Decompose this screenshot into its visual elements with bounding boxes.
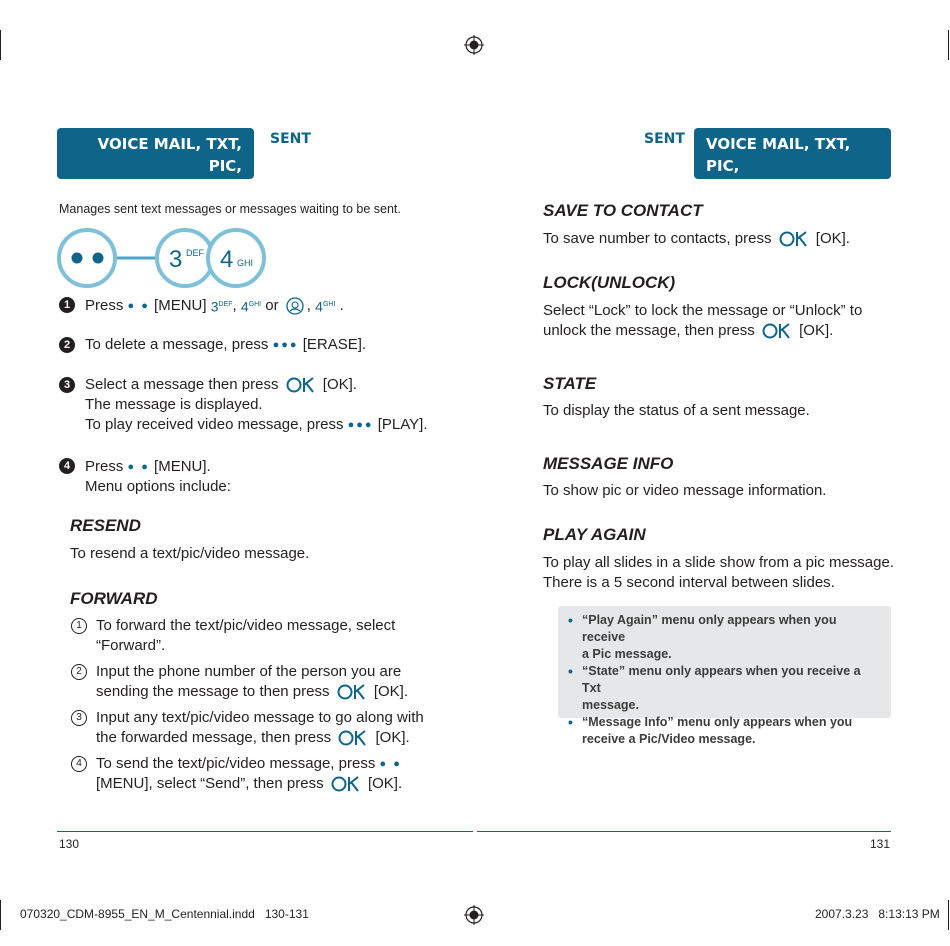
- ok-key-icon: [779, 231, 809, 247]
- step-3-text-b: [OK].: [322, 376, 357, 393]
- note-2-line-2: message.: [582, 698, 639, 712]
- play-again-heading: PLAY AGAIN: [543, 525, 646, 544]
- softkey-dots-icon: ● ●: [127, 461, 150, 474]
- ok-key-icon: [762, 323, 792, 339]
- key-4-icon: $4^{GHI}$: [240, 298, 262, 315]
- note-3-line-2: receive a Pic/Video message.: [582, 732, 756, 746]
- message-info-heading: MESSAGE INFO: [543, 454, 674, 473]
- step-3: [85, 375, 428, 435]
- forward-item-2-line-1: Input the phone number of the person you are: [96, 663, 402, 680]
- step-4-text-b: [MENU].: [154, 458, 211, 475]
- state-text: To display the status of a sent message.: [543, 402, 810, 419]
- section-tag-right: SENT: [644, 131, 685, 147]
- note-1-line-2: a Pic message.: [582, 647, 672, 661]
- key-4-digit: 4: [220, 246, 234, 273]
- save-to-contact-text-b: [OK].: [815, 230, 850, 247]
- forward-item-4-line-2a: [MENU], select “Send”, then press: [96, 775, 324, 793]
- step-1-comma-2: ,: [306, 296, 311, 314]
- note-1-line-1: • “Play Again” menu only appears when you receive: [582, 613, 837, 644]
- section-tag-left: SENT: [270, 131, 311, 147]
- footer-rule-left: [57, 831, 473, 832]
- step-number-3: 3: [59, 377, 75, 393]
- step-2-text-b: [ERASE].: [302, 336, 367, 353]
- crop-mark-left-bottom: [0, 900, 1, 930]
- key-sequence-graphic: [56, 226, 268, 290]
- forward-heading: FORWARD: [70, 589, 158, 608]
- note-box: [558, 606, 891, 746]
- step-3-line-2: The message is displayed.: [85, 396, 263, 413]
- step-1: [85, 295, 344, 317]
- forward-item-4-line-1: To send the text/pic/video message, press: [96, 755, 376, 772]
- step-number-1: 1: [59, 297, 75, 313]
- resend-text: To resend a text/pic/video message.: [70, 545, 310, 562]
- key-3-icon: [157, 230, 213, 286]
- forward-item-number-2: 2: [71, 664, 87, 680]
- lock-unlock-line-2a: unlock the message, then press: [543, 322, 755, 339]
- softkey-dots-icon: ● ●: [127, 299, 150, 312]
- footer-rule-right: [477, 831, 891, 832]
- forward-item-4-line-2b: [OK].: [367, 775, 403, 793]
- note-item: [582, 612, 881, 663]
- state-heading: STATE: [543, 374, 597, 393]
- slug-date: 2007.3.23 8:13:13 PM: [815, 907, 940, 921]
- forward-item-2-line-2a: sending the message to then press: [96, 683, 330, 700]
- registration-mark-icon: [464, 905, 484, 925]
- play-again-line-1: To play all slides in a slide show from a pic message.: [543, 554, 894, 571]
- banner-line2: VIDEO MESSAGING: [706, 179, 865, 197]
- softkey-dots-icon: ●●●: [272, 339, 299, 352]
- play-again-text: [543, 553, 894, 593]
- section-banner-left: [57, 128, 254, 197]
- play-again-line-2: There is a 5 second interval between slides.: [543, 574, 835, 591]
- forward-item-1: [96, 616, 395, 656]
- step-1-comma-1: ,: [232, 296, 237, 314]
- step-4-line-2: Menu options include:: [85, 478, 231, 496]
- key-3-letters: DEF: [186, 248, 204, 258]
- ok-key-icon: [337, 684, 367, 700]
- key-3-icon: $3^{DEF}$: [210, 298, 233, 315]
- step-number-2: 2: [59, 337, 75, 353]
- intro-text: Manages sent text messages or messages waiting to be sent.: [59, 202, 401, 216]
- page-number-left: 130: [59, 837, 80, 851]
- step-1-or: or: [265, 296, 279, 314]
- step-2-text-a: To delete a message, press: [85, 336, 269, 353]
- softkey-dots-icon: ● ●: [379, 758, 402, 771]
- note-2-line-1: • “State” menu only appears when you receive a Txt: [582, 664, 861, 695]
- note-item: [582, 663, 881, 714]
- crop-mark-left-top: [0, 30, 1, 60]
- step-4: [85, 457, 231, 497]
- ok-key-icon: [331, 776, 361, 792]
- step-1-period: .: [339, 296, 344, 314]
- softkey-dots-icon: ●●●: [347, 419, 374, 432]
- registration-mark-icon: [464, 35, 484, 55]
- page-number-right: 131: [870, 837, 891, 851]
- crop-mark-right-top: [948, 30, 949, 60]
- forward-item-1-line-2: “Forward”.: [96, 637, 166, 654]
- forward-item-3-line-2b: [OK].: [375, 729, 410, 746]
- forward-item-3: [96, 708, 424, 748]
- softkey-dots-icon: [59, 230, 115, 286]
- banner-line1: VOICE MAIL, TXT, PIC,: [97, 135, 242, 175]
- crop-mark-right-bottom: [948, 900, 949, 930]
- step-3-line-3b: [PLAY].: [377, 416, 428, 433]
- forward-item-number-4: 4: [71, 756, 87, 772]
- key-4-icon: [208, 230, 264, 286]
- forward-item-2: [96, 662, 408, 702]
- banner-line1: VOICE MAIL, TXT, PIC,: [706, 135, 851, 175]
- step-3-line-3a: To play received video message, press: [85, 416, 344, 433]
- save-to-contact-heading: SAVE TO CONTACT: [543, 201, 703, 220]
- forward-item-4: [96, 754, 402, 794]
- slug-file-name: 070320_CDM-8955_EN_M_Centennial.indd 130-131: [20, 907, 309, 921]
- key-4-icon: $4^{GHI}$: [315, 298, 336, 315]
- lock-unlock-line-2b: [OK].: [799, 322, 834, 339]
- forward-item-2-line-2b: [OK].: [373, 683, 409, 700]
- step-4-text-a: Press: [85, 458, 124, 475]
- ok-key-icon: [286, 377, 316, 393]
- save-to-contact-text: [543, 229, 850, 249]
- step-1-text-a: Press: [85, 296, 124, 314]
- step-1-text-b: [MENU]: [154, 296, 207, 314]
- ok-key-icon: [338, 730, 368, 746]
- note-item: [582, 714, 881, 748]
- lock-unlock-heading: LOCK(UNLOCK): [543, 273, 676, 292]
- resend-heading: RESEND: [70, 516, 141, 535]
- note-3-line-1: • “Message Info” menu only appears when you: [582, 715, 853, 729]
- forward-item-3-line-2a: the forwarded message, then press: [96, 729, 332, 746]
- step-number-4: 4: [59, 458, 75, 474]
- banner-line2: VIDEO MESSAGING: [83, 179, 242, 197]
- forward-item-3-line-1: Input any text/pic/video message to go along with: [96, 709, 424, 726]
- key-3-digit: 3: [169, 246, 183, 273]
- lock-unlock-text: [543, 301, 862, 341]
- save-to-contact-text-a: To save number to contacts, press: [543, 230, 772, 247]
- forward-item-number-3: 3: [71, 710, 87, 726]
- message-info-text: To show pic or video message information.: [543, 482, 827, 499]
- forward-item-number-1: 1: [71, 618, 87, 634]
- navigation-key-icon: [286, 297, 304, 315]
- step-3-text-a: Select a message then press: [85, 376, 279, 393]
- forward-item-1-line-1: To forward the text/pic/video message, select: [96, 617, 396, 634]
- key-4-letters: GHI: [237, 258, 254, 268]
- step-2: [85, 335, 366, 355]
- lock-unlock-line-1: Select “Lock” to lock the message or “Unlock” to: [543, 302, 863, 319]
- section-banner-right: [694, 128, 891, 197]
